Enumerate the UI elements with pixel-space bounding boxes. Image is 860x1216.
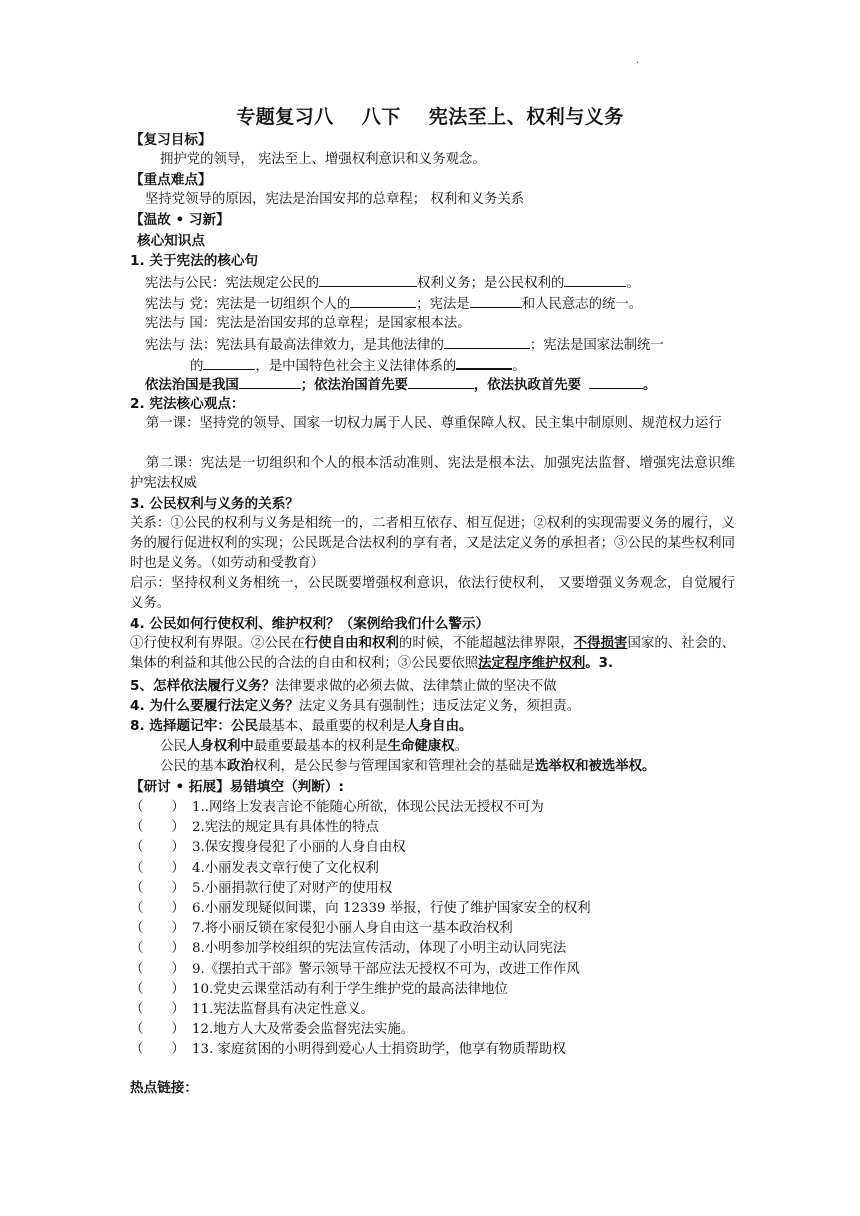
- s1-l1b: 权利义务；是公民权利的: [417, 276, 565, 291]
- title-part1: 专题复习八: [236, 106, 334, 128]
- judgment-item: [130, 939, 735, 959]
- s8-l2c: 最重要最基本的权利是: [253, 739, 388, 754]
- blank[interactable]: [203, 355, 255, 370]
- judgment-item: [130, 919, 735, 939]
- section3-para2: 启示：坚持权利义务相统一，公民既要增强权利意识，依法行使权利， 又要增强义务观念，自觉履行义务。: [130, 576, 735, 611]
- open-paren: （: [130, 921, 144, 937]
- close-paren: ）: [171, 1022, 185, 1038]
- s8-l3b: 政治: [226, 759, 254, 774]
- section5-heading: 5、怎样依法履行义务？: [130, 678, 276, 694]
- judgment-text: 5.小丽捐款行使了对财产的使用权: [192, 880, 393, 896]
- s8-l3c: 权利，是公民参与管理国家和管理社会的基础是: [253, 759, 535, 774]
- section1-line3: 宪法与 国：宪法是治国安邦的总章程；是国家根本法。: [145, 316, 471, 331]
- answer-blank[interactable]: [130, 1040, 192, 1060]
- section1-heading: 1. 关于宪法的核心句: [130, 253, 259, 269]
- s8-l1a: 最基本、最重要的权利是: [258, 719, 406, 734]
- s1-l5a: 的: [190, 359, 204, 374]
- judgment-item: [130, 859, 735, 879]
- s8-l3d: 选举权和被选举权。: [534, 759, 656, 774]
- answer-blank[interactable]: [130, 859, 192, 879]
- section8-heading: 8. 选择题记牢：公民: [130, 718, 259, 734]
- s4-e: 国家的、社会的、集体的利益和其他公民的合法的自由和权利；③公民要依照: [130, 636, 736, 671]
- close-paren: ）: [171, 941, 185, 957]
- open-paren: （: [130, 1002, 144, 1017]
- close-paren: ）: [171, 921, 185, 937]
- answer-blank[interactable]: [130, 980, 192, 1000]
- s1-l6c: ，依法执政首先要: [473, 378, 581, 393]
- section3-para1: 关系：①公民的权利与义务是相统一的，二者相互依存、相互促进；②权利的实现需要义务的履行，义务的履行促进权利的实现；公民既是合法权利的享有者，又是法定义务的承担者；③公民的某些权利同时也是义务。（如劳动和受教育）: [130, 516, 735, 571]
- open-paren: （: [130, 941, 144, 957]
- blank[interactable]: [319, 272, 417, 287]
- s1-l2b: ；宪法是: [416, 297, 470, 312]
- s1-l5c: 。: [512, 359, 526, 374]
- judgment-text: 11.宪法监督具有决定性意义。: [192, 1002, 374, 1017]
- s1-l5b: ，是中国特色社会主义法律体系的: [255, 359, 457, 374]
- answer-blank[interactable]: [130, 899, 192, 919]
- open-paren: （: [130, 800, 144, 815]
- close-paren: ）: [171, 1042, 185, 1058]
- judgment-item: [130, 899, 735, 919]
- judgment-item: [130, 798, 735, 818]
- s4-g: 。3.: [585, 656, 614, 671]
- s1-l1a: 宪法与公民：宪法规定公民的: [145, 276, 320, 291]
- judgment-item: [130, 1040, 735, 1060]
- open-paren: （: [130, 981, 144, 997]
- review-goal-text: 拥护党的领导， 宪法至上、增强权利意识和义务观念。: [160, 152, 486, 167]
- answer-blank[interactable]: [130, 818, 192, 838]
- judgment-item: [130, 818, 735, 838]
- warmup-subheading: 核心知识点: [137, 233, 205, 249]
- open-paren: （: [130, 1022, 144, 1038]
- section6-text: 法定义务具有强制性；违反法定义务，须担责。: [298, 699, 581, 714]
- judgment-item: [130, 1020, 735, 1040]
- section2-para2: 第二课：宪法是一切组织和个人的根本活动准则、宪法是根本法、加强宪法监督、增强宪法意识维护宪法权威: [130, 456, 735, 491]
- s4-f: 法定程序维护权利: [478, 656, 586, 671]
- open-paren: （: [130, 860, 144, 876]
- s1-l4b: ；宪法是国家法制统一: [529, 338, 664, 353]
- blank[interactable]: [444, 334, 530, 349]
- s8-l2e: 。: [454, 739, 468, 754]
- judgment-item: [130, 838, 735, 858]
- key-difficulty-heading: 【重点难点】: [130, 172, 212, 188]
- s8-l2d: 生命健康权: [387, 739, 455, 754]
- s8-l1b: 人身自由。: [405, 719, 473, 734]
- judgment-text: 7.将小丽反锁在家侵犯小丽人身自由这一基本政治权利: [192, 921, 513, 937]
- title-part2: 八下: [361, 106, 401, 128]
- close-paren: ）: [171, 820, 185, 836]
- research-heading: 【研讨 • 拓展】易错填空（判断）:: [130, 779, 344, 795]
- close-paren: ）: [171, 981, 185, 997]
- judgment-text: 2.宪法的规定具有具体性的特点: [192, 820, 379, 836]
- s1-l1c: 。: [626, 276, 640, 291]
- section1-line6: [145, 374, 750, 396]
- section2-heading: 2. 宪法核心观点：: [130, 396, 245, 412]
- section5-text: 法律要求做的必须去做、法律禁止做的坚决不做: [275, 679, 557, 694]
- close-paren: ）: [171, 961, 185, 977]
- section4-para: [130, 634, 735, 674]
- judgment-text: 9.《摆拍式干部》警示领导干部应法无授权不可为，改进工作作风: [192, 961, 580, 977]
- close-paren: ）: [171, 901, 185, 916]
- judgment-item: [130, 1000, 735, 1020]
- answer-blank[interactable]: [130, 879, 192, 899]
- close-paren: ）: [171, 860, 185, 876]
- section2-para1: 第一课：坚持党的领导、国家一切权力属于人民、尊重保障人权、民主集中制原则、规范权力运行: [146, 416, 722, 431]
- s1-l6a: 依法治国是我国: [145, 378, 239, 393]
- open-paren: （: [130, 880, 144, 896]
- judgment-item: [130, 960, 735, 980]
- close-paren: ）: [171, 1002, 185, 1017]
- section6-line: [130, 696, 735, 717]
- section1-line4: [145, 334, 750, 356]
- key-difficulty-text: 坚持党领导的原因，宪法是治国安邦的总章程； 权利和义务关系: [145, 192, 525, 207]
- judgment-text: 12.地方人大及常委会监督宪法实施。: [192, 1022, 415, 1038]
- blank[interactable]: [239, 374, 301, 389]
- close-paren: ）: [171, 840, 185, 856]
- blank[interactable]: [456, 354, 512, 370]
- s1-l2c: 和人民意志的统一。: [521, 297, 643, 312]
- open-paren: （: [130, 961, 144, 977]
- judgment-text: 4.小丽发表文章行使了文化权利: [192, 860, 379, 876]
- answer-blank[interactable]: [130, 919, 192, 939]
- open-paren: （: [130, 820, 144, 836]
- judgment-text: 6.小丽发现疑似间谍，向 12339 举报，行使了维护国家安全的权利: [192, 901, 591, 916]
- s4-b: 行使自由和权利: [304, 636, 399, 651]
- section8-line1: [130, 716, 735, 737]
- section1-line2: [145, 293, 750, 315]
- s4-a: ①行使权利有界限。②公民在: [130, 636, 305, 651]
- answer-blank[interactable]: [130, 1000, 192, 1020]
- judgment-text: 10.党史云课堂活动有利于学生维护党的最高法律地位: [192, 981, 508, 997]
- title-part3: 宪法至上、权利与义务: [428, 106, 624, 128]
- judgment-text: 3.保安搜身侵犯了小丽的人身自由权: [192, 840, 406, 856]
- blank[interactable]: [350, 293, 416, 308]
- section4-heading: 4. 公民如何行使权利、维护权利？（案例给我们什么警示）: [130, 616, 490, 632]
- section8-line2: [160, 737, 765, 757]
- s8-l3a: 公民的基本: [160, 759, 227, 774]
- answer-blank[interactable]: [130, 838, 192, 858]
- judgment-item: [130, 980, 735, 1000]
- s1-l2a: 宪法与 党：宪法是一切组织个人的: [145, 297, 351, 312]
- s1-l6d: 。: [642, 378, 657, 393]
- hotspot-heading: 热点链接：: [130, 1080, 198, 1096]
- s8-l2a: 公民: [160, 739, 187, 754]
- answer-blank[interactable]: [130, 798, 192, 818]
- page-title: [0, 102, 860, 129]
- blank[interactable]: [589, 374, 643, 389]
- judgment-text: 13. 家庭贫困的小明得到爱心人士捐资助学，他享有物质帮助权: [192, 1042, 566, 1058]
- section5-line: [130, 676, 735, 697]
- answer-blank[interactable]: [130, 939, 192, 959]
- judgment-text: 1..网络上发表言论不能随心所欲，体现公民法无授权不可为: [192, 800, 544, 815]
- section6-heading: 4. 为什么要履行法定义务？: [130, 698, 299, 714]
- section8-line3: [160, 757, 765, 777]
- close-paren: ）: [171, 880, 185, 896]
- s1-l4a: 宪法与 法：宪法具有最高法律效力，是其他法律的: [145, 338, 444, 353]
- s4-d: 不得损害: [573, 636, 628, 651]
- section3-heading: 3. 公民权利与义务的关系？: [130, 496, 299, 512]
- s8-l2b: 人身权利中: [186, 739, 254, 754]
- blank[interactable]: [564, 272, 626, 287]
- answer-blank[interactable]: [130, 1020, 192, 1040]
- open-paren: （: [130, 1042, 144, 1058]
- corner-dot: ·: [636, 58, 640, 69]
- warmup-heading: 【温故 • 习新】: [130, 212, 230, 228]
- s1-l6b: ；依法治国首先要: [300, 378, 408, 393]
- review-goal-heading: 【复习目标】: [130, 132, 212, 148]
- open-paren: （: [130, 840, 144, 856]
- blank[interactable]: [470, 293, 522, 308]
- answer-blank[interactable]: [130, 960, 192, 980]
- close-paren: ）: [171, 800, 185, 815]
- blank[interactable]: [408, 374, 474, 389]
- s4-c: 的时候，不能超越法律界限，: [398, 636, 574, 651]
- open-paren: （: [130, 901, 144, 916]
- section1-line1: [145, 272, 750, 294]
- judgment-item: [130, 879, 735, 899]
- judgment-text: 8.小明参加学校组织的宪法宣传活动，体现了小明主动认同宪法: [192, 941, 567, 957]
